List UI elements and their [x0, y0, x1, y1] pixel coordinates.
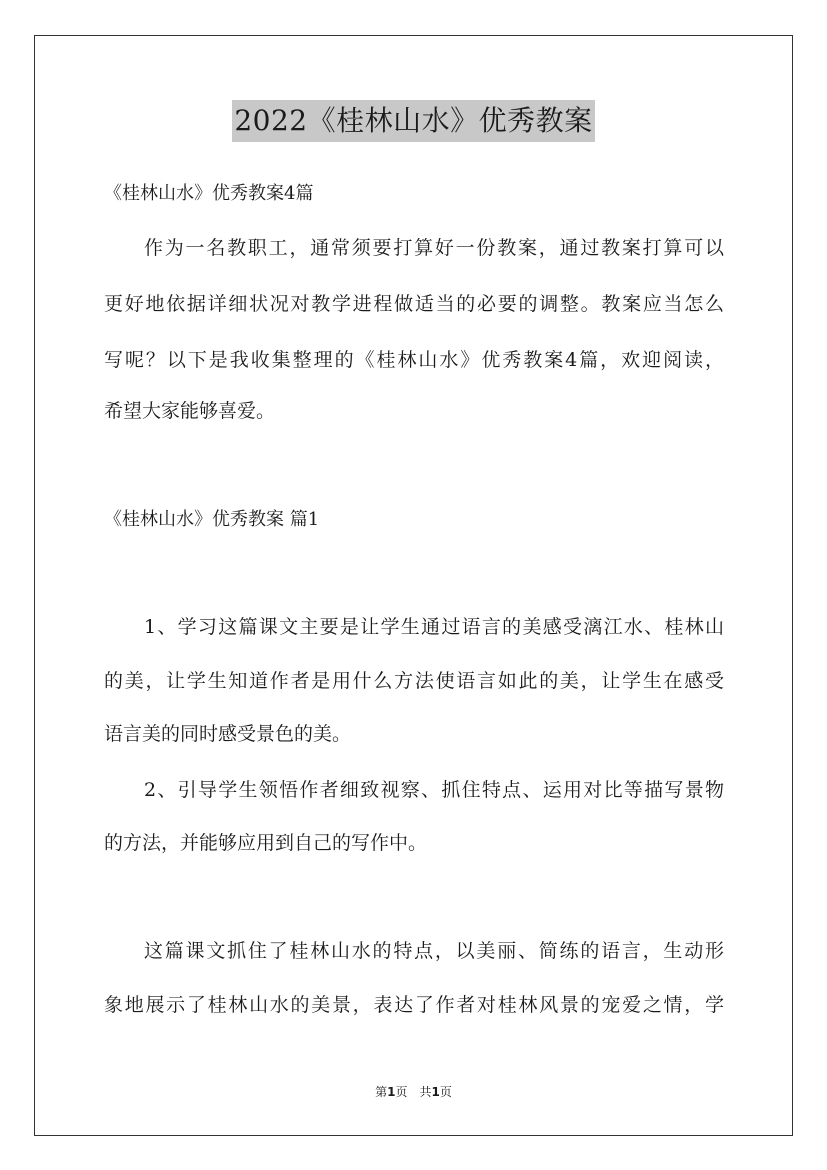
intro-line: 作为一名教职工，通常须要打算好一份教案，通过教案打算可以	[144, 237, 724, 259]
intro-line: 更好地依据详细状况对教学进程做适当的必要的调整。教案应当怎么	[104, 293, 724, 315]
intro-line: 希望大家能够喜爱。	[104, 400, 276, 422]
goal1-line: 语言美的同时感受景色的美。	[104, 723, 352, 745]
section-heading: 《桂林山水》优秀教案 篇1	[104, 509, 320, 530]
analysis-line: 这篇课文抓住了桂林山水的特点，以美丽、简练的语言，生动形	[144, 940, 724, 962]
footer-page-number: 1	[387, 1085, 396, 1099]
document-subtitle: 《桂林山水》优秀教案4篇	[104, 183, 314, 204]
footer-total-pages: 1	[431, 1085, 440, 1099]
goal2-line: 2、引导学生领悟作者细致视察、抓住特点、运用对比等描写景物	[144, 779, 724, 801]
page-footer	[0, 1083, 827, 1101]
analysis-line: 象地展示了桂林山水的美景，表达了作者对桂林风景的宠爱之情，学	[104, 994, 724, 1016]
document-title: 2022《桂林山水》优秀教案	[232, 100, 594, 142]
footer-prefix: 第	[375, 1085, 388, 1099]
goal1-line: 的美，让学生知道作者是用什么方法使语言如此的美，让学生在感受	[104, 670, 724, 692]
footer-suffix: 页	[439, 1085, 452, 1099]
title-container	[0, 100, 827, 142]
goal2-line: 的方法，并能够应用到自己的写作中。	[104, 832, 428, 854]
intro-line: 写呢？以下是我收集整理的《桂林山水》优秀教案4篇，欢迎阅读，	[104, 349, 724, 371]
footer-mid: 页 共	[395, 1085, 432, 1099]
goal1-line: 1、学习这篇课文主要是让学生通过语言的美感受漓江水、桂林山	[144, 616, 724, 638]
